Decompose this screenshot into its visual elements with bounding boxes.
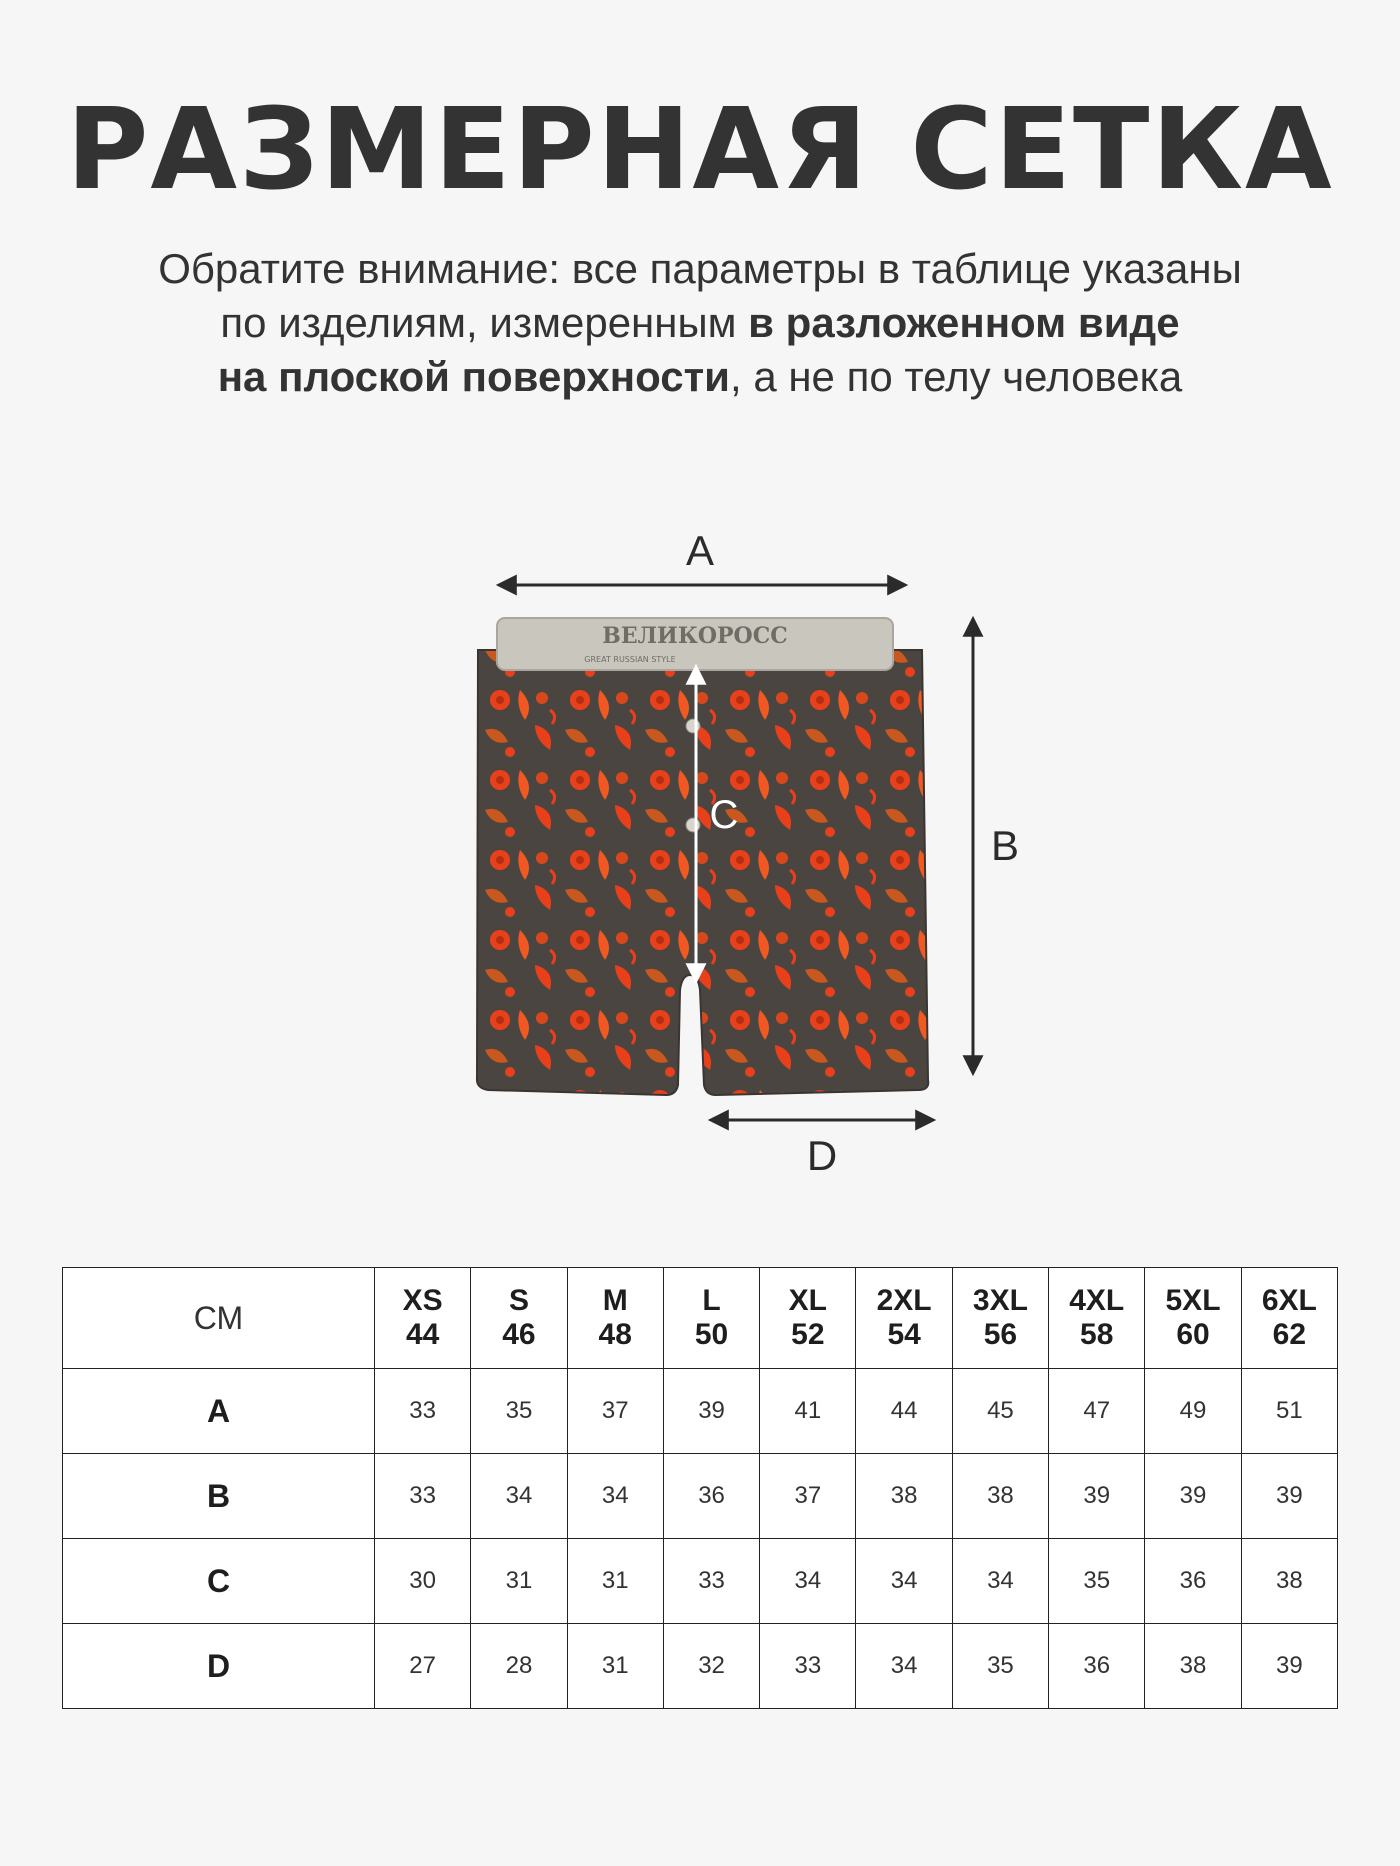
table-cell: 36 [1049, 1624, 1145, 1709]
size-number: 60 [1176, 1318, 1210, 1351]
table-cell: 47 [1049, 1369, 1145, 1454]
table-cell: 33 [375, 1369, 471, 1454]
table-cell: 34 [856, 1539, 952, 1624]
table-cell: 34 [760, 1539, 856, 1624]
table-cell: 31 [567, 1539, 663, 1624]
note-line-3 [0, 350, 1400, 404]
size-number: 48 [598, 1318, 632, 1351]
row-label: C [63, 1539, 375, 1624]
table-cell: 31 [567, 1624, 663, 1709]
size-header-xs [375, 1268, 471, 1369]
table-cell: 33 [375, 1454, 471, 1539]
size-header-4xl [1049, 1268, 1145, 1369]
page-title: РАЗМЕРНАЯ СЕТКА [66, 85, 1334, 215]
table-cell: 35 [471, 1369, 567, 1454]
table-cell: 39 [1241, 1624, 1337, 1709]
table-cell: 51 [1241, 1369, 1337, 1454]
size-chart-table [62, 1267, 1338, 1709]
size-letter: XL [788, 1284, 827, 1317]
table-cell: 37 [760, 1454, 856, 1539]
size-header-m [567, 1268, 663, 1369]
size-number: 58 [1080, 1318, 1114, 1351]
measurement-note [0, 242, 1400, 404]
table-cell: 33 [663, 1539, 759, 1624]
table-cell: 39 [663, 1369, 759, 1454]
table-cell: 34 [856, 1624, 952, 1709]
size-number: 46 [502, 1318, 536, 1351]
size-letter: 4XL [1069, 1284, 1125, 1317]
size-letter: M [602, 1284, 628, 1317]
size-header-6xl [1241, 1268, 1337, 1369]
size-header-xl [760, 1268, 856, 1369]
dimension-b-label: B [990, 822, 1020, 869]
table-cell: 44 [856, 1369, 952, 1454]
table-cell: 39 [1145, 1454, 1241, 1539]
table-cell: 37 [567, 1369, 663, 1454]
fly-button-top [686, 719, 700, 733]
table-cell: 28 [471, 1624, 567, 1709]
table-cell: 34 [567, 1454, 663, 1539]
size-header-l [663, 1268, 759, 1369]
size-header-5xl [1145, 1268, 1241, 1369]
table-row [63, 1624, 1338, 1709]
boxer-body [477, 650, 928, 1095]
table-cell: 38 [1241, 1539, 1337, 1624]
waistband-brand-small: GREAT RUSSIAN STYLE [584, 655, 676, 664]
table-cell: 45 [952, 1369, 1048, 1454]
table-row [63, 1539, 1338, 1624]
size-letter: 3XL [972, 1284, 1028, 1317]
table-row [63, 1369, 1338, 1454]
measurement-diagram [0, 520, 1400, 1200]
size-number: 44 [405, 1318, 440, 1351]
size-number: 54 [887, 1318, 921, 1351]
table-cell: 31 [471, 1539, 567, 1624]
note-line-3-text: , а не по телу человека [729, 353, 1183, 400]
dimension-d-label: D [806, 1132, 838, 1179]
dimension-c-label: C [709, 793, 739, 837]
table-cell: 39 [1049, 1454, 1145, 1539]
table-body [63, 1369, 1338, 1709]
size-number: 50 [694, 1318, 729, 1351]
table-cell: 49 [1145, 1369, 1241, 1454]
size-letter: L [702, 1284, 721, 1317]
row-label: A [63, 1369, 375, 1454]
waistband-brand: ВЕЛИКОРОСС [602, 623, 788, 649]
size-letter: XS [402, 1284, 443, 1317]
boxer-shorts-illustration [477, 618, 928, 1095]
row-label: D [63, 1624, 375, 1709]
table-cell: 34 [471, 1454, 567, 1539]
table-cell: 27 [375, 1624, 471, 1709]
size-letter: S [508, 1284, 529, 1317]
table-cell: 33 [760, 1624, 856, 1709]
fly-button-middle [686, 818, 700, 832]
table-cell: 38 [856, 1454, 952, 1539]
note-line-2-bold: в разложенном виде [748, 299, 1180, 346]
table-cell: 39 [1241, 1454, 1337, 1539]
table-cell: 41 [760, 1369, 856, 1454]
unit-header: СМ [63, 1268, 375, 1369]
size-letter: 5XL [1165, 1284, 1221, 1317]
note-line-3-bold: на плоской поверхности [217, 353, 730, 400]
table-cell: 32 [663, 1624, 759, 1709]
size-header-3xl [952, 1268, 1048, 1369]
row-label: B [63, 1454, 375, 1539]
size-header-2xl [856, 1268, 952, 1369]
table-header-row [63, 1268, 1338, 1369]
table-cell: 34 [952, 1539, 1048, 1624]
size-header-s [471, 1268, 567, 1369]
table-cell: 36 [663, 1454, 759, 1539]
note-line-2-text: по изделиям, измеренным [220, 299, 749, 346]
note-line-1: Обратите внимание: все параметры в таблице указаны [158, 245, 1242, 292]
table-cell: 35 [952, 1624, 1048, 1709]
size-number: 56 [983, 1318, 1018, 1351]
table-cell: 36 [1145, 1539, 1241, 1624]
size-letter: 6XL [1261, 1284, 1317, 1317]
size-number: 52 [791, 1318, 825, 1351]
table-cell: 38 [952, 1454, 1048, 1539]
size-letter: 2XL [876, 1284, 932, 1317]
note-line-2 [0, 296, 1400, 350]
table-row [63, 1454, 1338, 1539]
table-cell: 30 [375, 1539, 471, 1624]
table-cell: 35 [1049, 1539, 1145, 1624]
table-cell: 38 [1145, 1624, 1241, 1709]
dimension-a-label: A [685, 527, 715, 574]
size-number: 62 [1272, 1318, 1307, 1351]
